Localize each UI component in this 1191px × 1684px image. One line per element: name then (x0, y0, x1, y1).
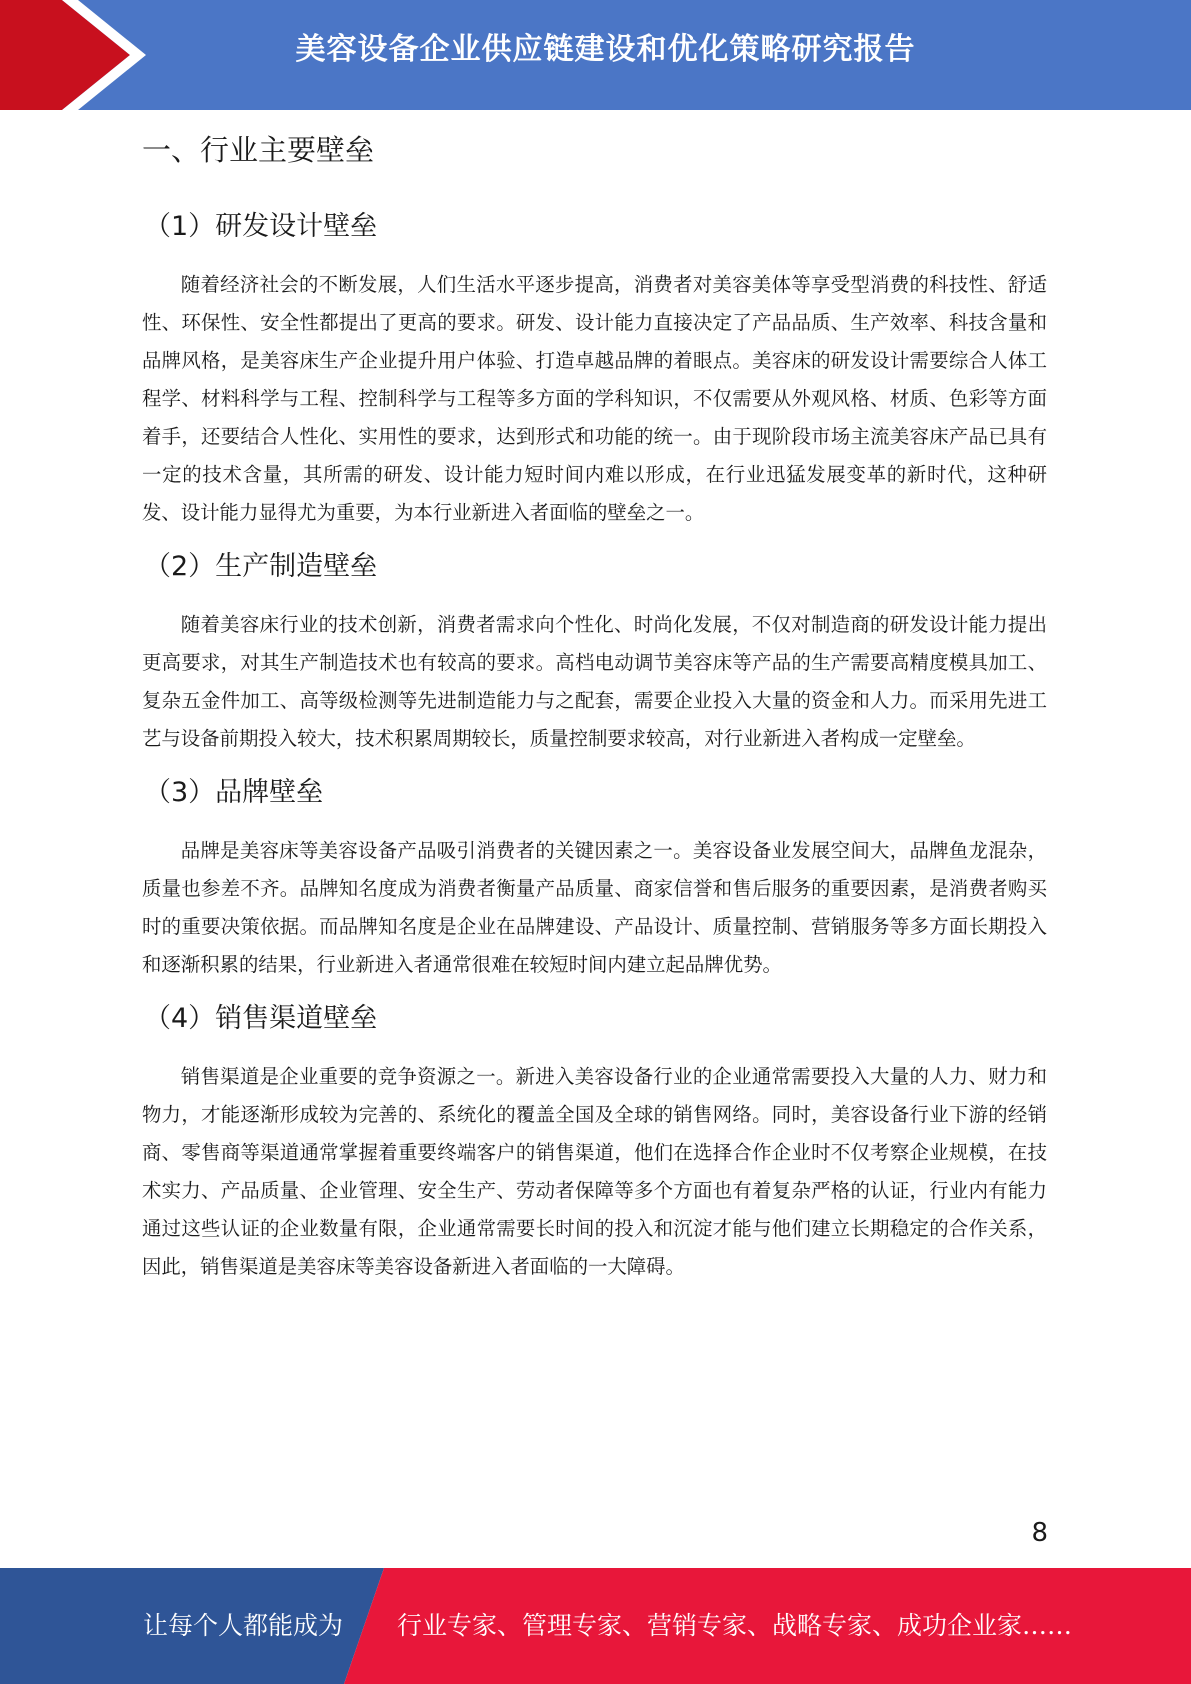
subsection-heading-brand: （3）品牌壁垒 (144, 777, 324, 808)
header-banner (0, 0, 1191, 110)
footer-slogan-left: 让每个人都能成为 (143, 1611, 344, 1640)
section-title: 一、行业主要壁垒 (142, 133, 375, 167)
subsection-heading-rd: （1）研发设计壁垒 (144, 211, 378, 242)
footer-slogan-right: 行业专家、管理专家、营销专家、战略专家、成功企业家…… (397, 1611, 1073, 1640)
subsection-paragraph-sales-channel: 销售渠道是企业重要的竞争资源之一。新进入美容设备行业的企业通常需要投入大量的人力、财力和物力，才能逐渐形成较为完善的、系统化的覆盖全国及全球的销售网络。同时，美容设备行业下游的经销商、零售商等渠道通常掌握着重要终端客户的销售渠道，他们在选择合作企业时不仅考察企业规模，在技术实力、产品质量、企业管理、安全生产、劳动者保障等多个方面也有着复杂严格的认证，行业内有能力通过这些认证的企业数量有限，企业通常需要长时间的投入和沉淀才能与他们建立长期稳定的合作关系，因此，销售渠道是美容床等美容设备新进入者面临的一大障碍。 (142, 1065, 1047, 1278)
page-number: 8 (1031, 1518, 1048, 1548)
subsection-heading-sales-channel: （4）销售渠道壁垒 (144, 1003, 378, 1034)
footer-banner (0, 1568, 1191, 1684)
subsection-paragraph-brand: 品牌是美容床等美容设备产品吸引消费者的关键因素之一。美容设备业发展空间大，品牌鱼龙混杂，质量也参差不齐。品牌知名度成为消费者衡量产品质量、商家信誉和售后服务的重要因素，是消费者购买时的重要决策依据。而品牌知名度是企业在品牌建设、产品设计、质量控制、营销服务等多方面长期投入和逐渐积累的结果，行业新进入者通常很难在较短时间内建立起品牌优势。 (142, 839, 1047, 976)
subsection-heading-manufacturing: （2）生产制造壁垒 (144, 551, 378, 582)
report-title: 美容设备企业供应链建设和优化策略研究报告 (295, 32, 916, 67)
subsection-paragraph-rd: 随着经济社会的不断发展，人们生活水平逐步提高，消费者对美容美体等享受型消费的科技性、舒适性、环保性、安全性都提出了更高的要求。研发、设计能力直接决定了产品品质、生产效率、科技含量和品牌风格，是美容床生产企业提升用户体验、打造卓越品牌的着眼点。美容床的研发设计需要综合人体工程学、材料科学与工程、控制科学与工程等多方面的学科知识，不仅需要从外观风格、材质、色彩等方面着手，还要结合人性化、实用性的要求，达到形式和功能的统一。由于现阶段市场主流美容床产品已具有一定的技术含量，其所需的研发、设计能力短时间内难以形成，在行业迅猛发展变革的新时代，这种研发、设计能力显得尤为重要，为本行业新进入者面临的壁垒之一。 (142, 273, 1047, 524)
main-content (142, 128, 1047, 1300)
subsection-paragraph-manufacturing: 随着美容床行业的技术创新，消费者需求向个性化、时尚化发展，不仅对制造商的研发设计能力提出更高要求，对其生产制造技术也有较高的要求。高档电动调节美容床等产品的生产需要高精度模具加工、复杂五金件加工、高等级检测等先进制造能力与之配套，需要企业投入大量的资金和人力。而采用先进工艺与设备前期投入较大，技术积累周期较长，质量控制要求较高，对行业新进入者构成一定壁垒。 (142, 613, 1047, 750)
